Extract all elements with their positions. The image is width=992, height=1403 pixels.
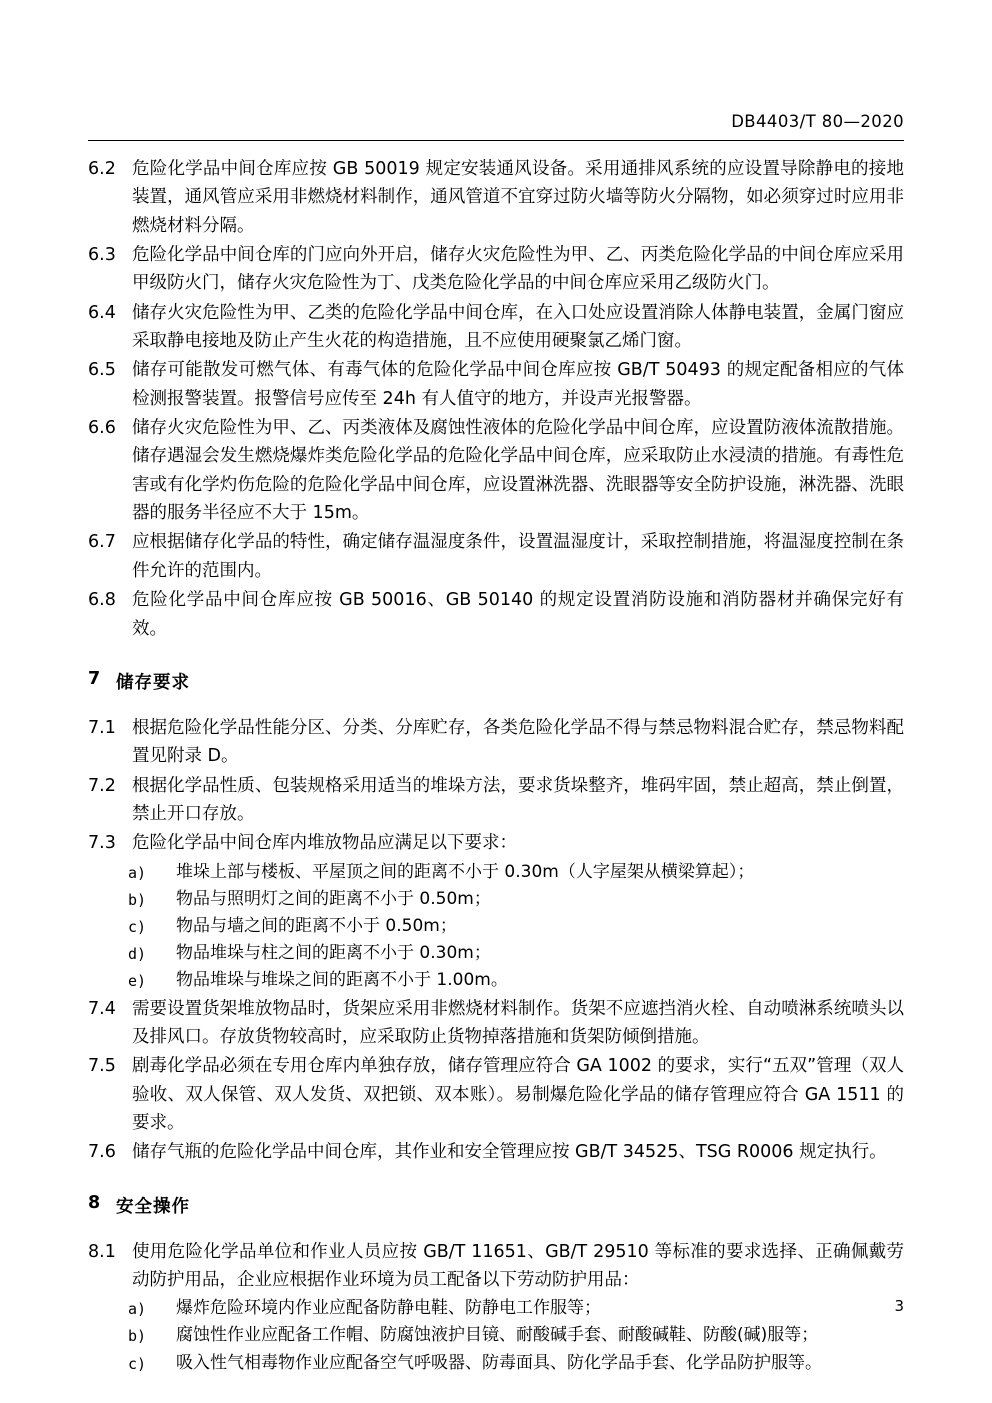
page-header-standard-code: DB4403/T 80—2020 [731, 112, 904, 131]
clause-number: 6.8 [88, 590, 116, 611]
list-item-text: 爆炸危险环境内作业应配备防静电鞋、防静电工作服等； [176, 1298, 601, 1319]
clause-number: 8.1 [88, 1241, 116, 1262]
clause-paragraph [88, 528, 904, 585]
list-item-text: 吸入性气相毒物作业应配备空气呼吸器、防毒面具、防化学品手套、化学品防护服等。 [176, 1352, 822, 1373]
page-content [88, 155, 904, 1377]
section-title: 储存要求 [116, 672, 190, 693]
clause-paragraph [88, 1138, 904, 1166]
list-marker: b) [128, 890, 147, 909]
clause-text: 储存气瓶的危险化学品中间仓库，其作业和安全管理应按 GB/T 34525、TSG R0006 规定执行。 [132, 1142, 887, 1163]
list-item-text: 堆垛上部与楼板、平屋顶之间的距离不小于 0.30m（人字屋架从横梁算起）； [176, 861, 755, 882]
clause-paragraph [88, 829, 904, 857]
list-marker: e) [128, 972, 147, 991]
clause-text: 危险化学品中间仓库应按 GB 50016、GB 50140 的规定设置消防设施和消防器材并确保完好有效。 [132, 590, 904, 639]
clause-number: 7.6 [88, 1142, 116, 1163]
clause-paragraph [88, 414, 904, 527]
clause-paragraph [88, 1238, 904, 1295]
section-title: 安全操作 [116, 1196, 190, 1217]
clause-number: 7.1 [88, 717, 116, 738]
clause-text: 根据化学品性质、包装规格采用适当的堆垛方法，要求货垛整齐，堆码牢固，禁止超高，禁止倒置，禁止开口存放。 [132, 775, 904, 824]
clause-number: 6.3 [88, 245, 116, 266]
clause-paragraph [88, 356, 904, 413]
list-item-text: 物品与墙之间的距离不小于 0.50m； [176, 915, 457, 936]
page-number: 3 [894, 1297, 904, 1315]
clause-paragraph [88, 155, 904, 240]
sub-list-7-3 [88, 859, 904, 995]
clause-text: 剧毒化学品必须在专用仓库内单独存放，储存管理应符合 GA 1002 的要求，实行“五双”管理（双人验收、双人保管、双人发货、双把锁、双本账）。易制爆危险化学品的储存管理应符合 GA 1511 的要求。 [132, 1056, 904, 1133]
clause-text: 储存火灾危险性为甲、乙类的危险化学品中间仓库，在入口处应设置消除人体静电装置，金属门窗应采取静电接地及防止产生火花的构造措施，且不应使用硬聚氯乙烯门窗。 [132, 302, 904, 352]
list-item [88, 940, 904, 967]
list-marker: a) [128, 1300, 147, 1319]
clause-text: 储存可能散发可燃气体、有毒气体的危险化学品中间仓库应按 GB/T 50493 的规定配备相应的气体检测报警装置。报警信号应传至 24h 有人值守的地方，并设声光报警器。 [132, 360, 904, 409]
list-item [88, 886, 904, 913]
clause-number: 7.3 [88, 833, 116, 854]
clause-text: 危险化学品中间仓库内堆放物品应满足以下要求： [132, 833, 517, 854]
list-marker: c) [128, 917, 147, 936]
clause-number: 6.4 [88, 302, 116, 323]
clause-paragraph [88, 772, 904, 829]
clause-number: 7.4 [88, 998, 116, 1019]
list-item [88, 859, 904, 886]
clause-paragraph [88, 995, 904, 1052]
list-marker: d) [128, 945, 147, 964]
clause-text: 危险化学品中间仓库应按 GB 50019 规定安装通风设备。采用通排风系统的应设置导除静电的接地装置，通风管应采用非燃烧材料制作，通风管道不宜穿过防火墙等防火分隔物，如必须穿过时应用非燃烧材料分隔。 [132, 159, 905, 236]
list-marker: a) [128, 863, 147, 882]
sub-list-8-1 [88, 1295, 904, 1377]
clause-paragraph [88, 299, 904, 356]
list-item [88, 913, 904, 940]
clause-paragraph [88, 714, 904, 771]
clause-number: 7.5 [88, 1056, 116, 1077]
clause-paragraph [88, 586, 904, 643]
clause-text: 根据危险化学品性能分区、分类、分库贮存，各类危险化学品不得与禁忌物料混合贮存，禁忌物料配置见附录 D。 [132, 717, 904, 767]
list-item [88, 1295, 904, 1322]
clause-text: 应根据储存化学品的特性，确定储存温湿度条件，设置温湿度计，采取控制措施，将温湿度控制在条件允许的范围内。 [132, 532, 904, 581]
section-heading-7 [88, 669, 904, 694]
list-marker: b) [128, 1327, 147, 1346]
section-number: 7 [88, 668, 101, 689]
list-item-text: 物品与照明灯之间的距离不小于 0.50m； [176, 888, 491, 909]
list-item [88, 1350, 904, 1377]
list-item-text: 物品堆垛与堆垛之间的距离不小于 1.00m。 [176, 970, 508, 991]
section-number: 8 [88, 1192, 101, 1213]
clause-paragraph [88, 1052, 904, 1137]
list-item-text: 物品堆垛与柱之间的距离不小于 0.30m； [176, 943, 491, 964]
clause-text: 需要设置货架堆放物品时，货架应采用非燃烧材料制作。货架不应遮挡消火栓、自动喷淋系统喷头以及排风口。存放货物较高时，应采取防止货物掉落措施和货架防倾倒措施。 [132, 998, 904, 1047]
list-item [88, 1322, 904, 1349]
clause-text: 储存火灾危险性为甲、乙、丙类液体及腐蚀性液体的危险化学品中间仓库，应设置防液体流散措施。储存遇湿会发生燃烧爆炸类危险化学品的危险化学品中间仓库，应采取防止水浸渍的措施。有毒性危害或有化学灼伤危险的危险化学品中间仓库，应设置淋洗器、洗眼器等安全防护设施，淋洗器、洗眼器的服务半径应不大于 15m。 [132, 418, 904, 524]
clause-number: 6.5 [88, 360, 116, 381]
clause-text: 使用危险化学品单位和作业人员应按 GB/T 11651、GB/T 29510 等标准的要求选择、正确佩戴劳动防护用品，企业应根据作业环境为员工配备以下劳动防护用品： [132, 1241, 904, 1290]
header-divider [88, 140, 904, 141]
clause-number: 6.2 [88, 159, 116, 179]
list-item-text: 腐蚀性作业应配备工作帽、防腐蚀液护目镜、耐酸碱手套、耐酸碱鞋、防酸(碱)服等； [176, 1325, 819, 1346]
clause-paragraph [88, 241, 904, 298]
list-item [88, 967, 904, 994]
clause-number: 7.2 [88, 775, 116, 796]
clause-number: 6.6 [88, 418, 116, 439]
clause-number: 6.7 [88, 532, 116, 553]
section-heading-8 [88, 1193, 904, 1218]
list-marker: c) [128, 1354, 147, 1373]
clause-text: 危险化学品中间仓库的门应向外开启，储存火灾危险性为甲、乙、丙类危险化学品的中间仓库应采用甲级防火门，储存火灾危险性为丁、戊类危险化学品的中间仓库应采用乙级防火门。 [132, 245, 904, 294]
